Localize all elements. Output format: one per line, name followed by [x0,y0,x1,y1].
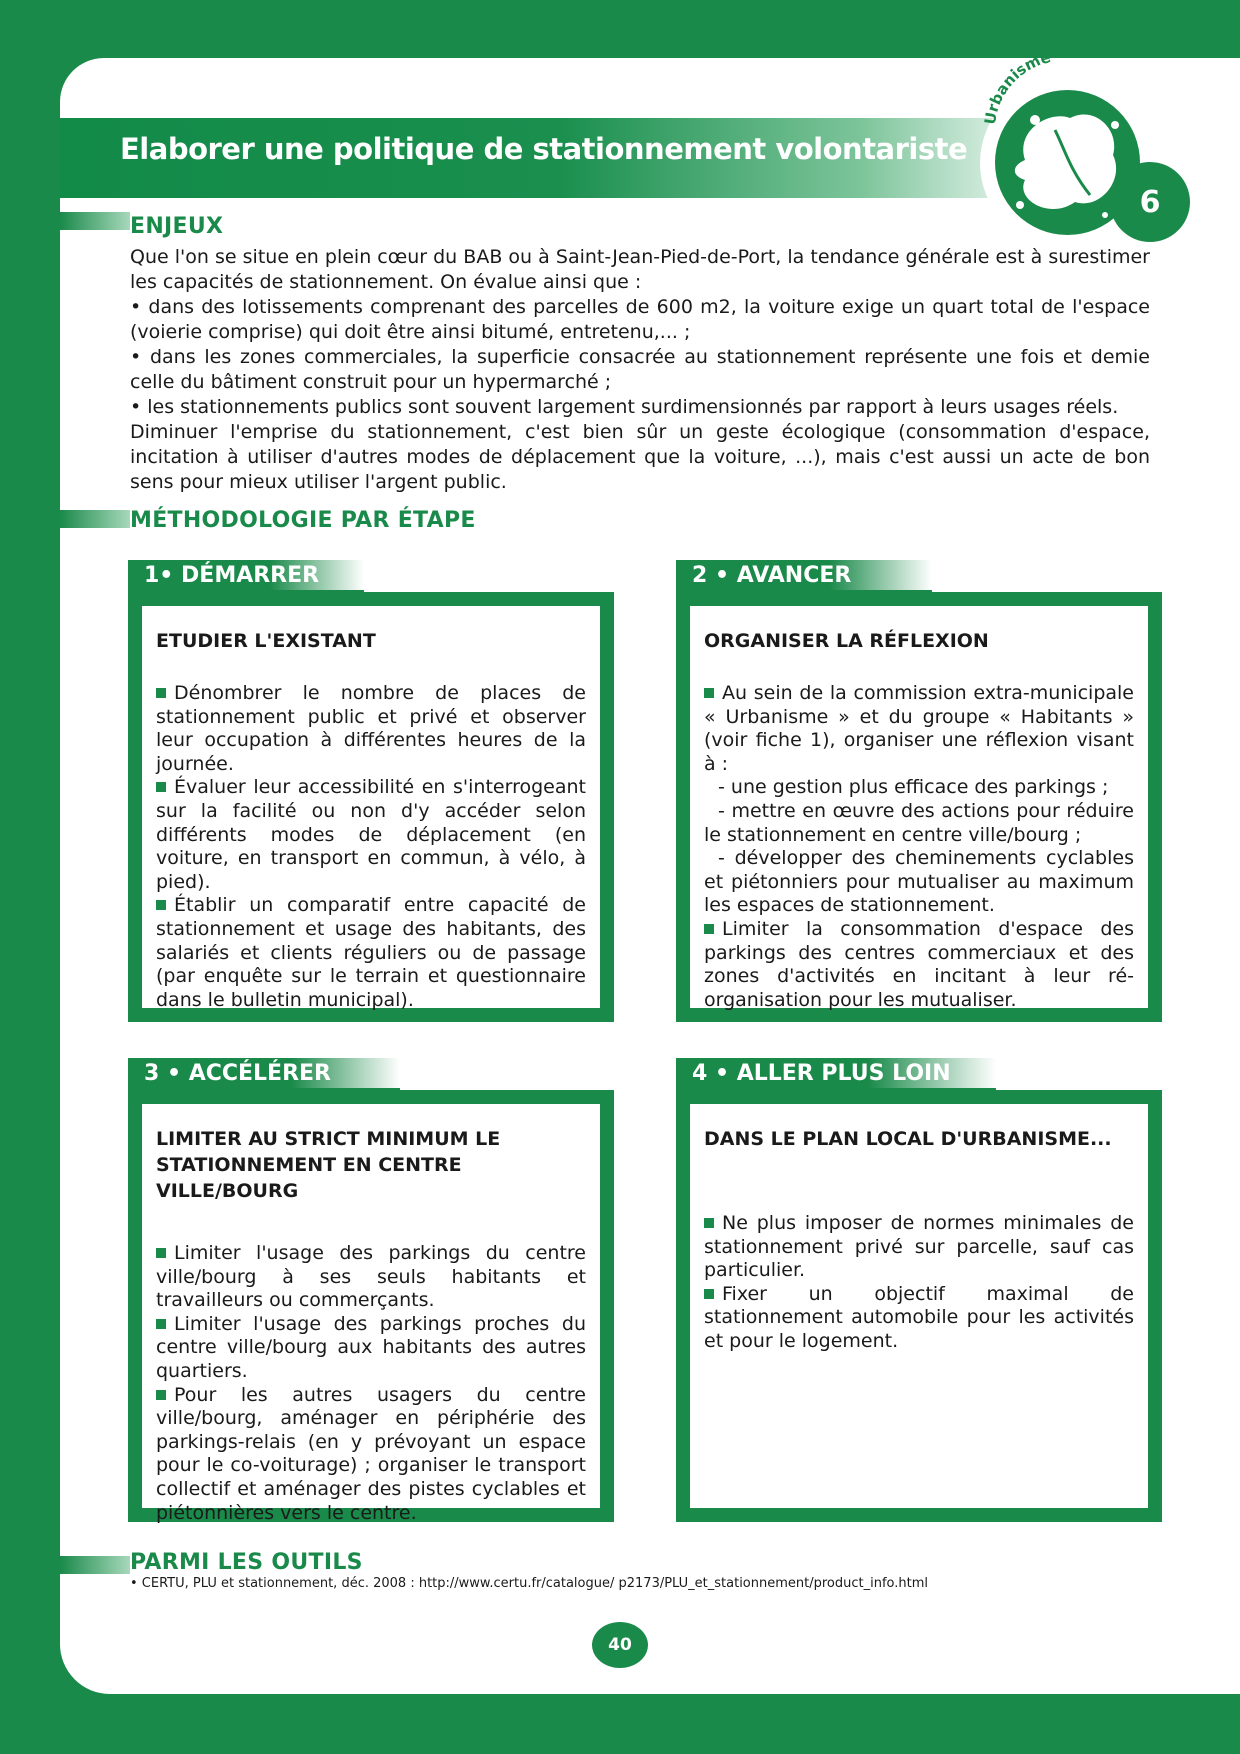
page-title: Elaborer une politique de stationnement volontariste [120,132,968,166]
step-3-subtitle: LIMITER AU STRICT MINIMUM LE STATIONNEMENT EN CENTRE VILLE/BOURG [156,1128,501,1202]
list-item-dash [704,847,1134,918]
dash-item-text: - développer des cheminements cyclables et piétonniers pour mutualiser au maximum les espaces de stationnement. [704,847,1134,917]
list-item [704,682,1134,776]
page-number: 40 [592,1622,648,1668]
step-2-title: 2 • AVANCER [676,560,932,592]
list-item-text: Fixer un objectif maximal de stationnement automobile pour les activités et pour le logement. [704,1282,1134,1352]
list-item [704,918,1134,1012]
badge-label [975,40,1115,130]
bullet-square-icon [156,688,166,698]
list-item-text: Limiter l'usage des parkings du centre ville/bourg à ses seuls habitants et travailleurs ou commerçants. [156,1242,586,1312]
list-item [156,776,586,894]
dash-item-text: - mettre en œuvre des actions pour réduire le stationnement en centre ville/bourg ; [704,799,1134,846]
list-item [156,682,586,776]
enjeux-paragraph: • les stationnements publics sont souvent largement surdimensionnés par rapport à leurs usages réels. [130,396,1119,418]
bullet-square-icon [156,1319,166,1329]
list-item-text: Au sein de la commission extra-municipale « Urbanisme » et du groupe « Habitants » (voir fiche 1), organiser une réflexion visant à : [704,682,1134,775]
list-item [704,1283,1134,1354]
outils-heading: PARMI LES OUTILS [130,1550,363,1575]
section-bar-outils [60,1556,130,1574]
list-item-text: Pour les autres usagers du centre ville/bourg, aménager en périphérie des parkings-relais (en y prévoyant un espace pour le co-voiturage) ; organiser le transport collectif et aménager des pistes cyclables et piétonnières vers le centre. [156,1383,586,1524]
list-item-text: Évaluer leur accessibilité en s'interrogeant sur la facilité ou non d'y accéder selon différents modes de déplacement (en voiture, en transport en commun, à vélo, à pied). [156,776,586,893]
step-1-title: 1• DÉMARRER [128,560,364,592]
step-3-title: 3 • ACCÉLÉRER [128,1058,400,1090]
list-item [156,1384,586,1526]
svg-text:Urbanisme: Urbanisme [980,48,1053,126]
step-1-subtitle: ETUDIER L'EXISTANT [156,630,376,652]
enjeux-paragraph: Diminuer l'emprise du stationnement, c'est bien sûr un geste écologique (consommation d'espace, incitation à utiliser d'autres modes de déplacement que la voiture, ...), mais c'est aussi un acte de bon sens pour mieux utiliser l'argent public. [130,421,1150,493]
step-2-box [676,592,1162,1022]
enjeux-paragraph: • dans des lotissements comprenant des parcelles de 600 m2, la voiture exige un quart total de l'espace (voierie comprise) qui doit être ainsi bitumé, entretenu,... ; [130,296,1150,343]
bullet-square-icon [156,782,166,792]
step-4-title: 4 • ALLER PLUS LOIN [676,1058,996,1090]
list-item-text: Limiter la consommation d'espace des parkings des centres commerciaux et des zones d'activités en incitant à leur ré-organisation pour les mutualiser. [704,917,1134,1011]
bullet-square-icon [704,1289,714,1299]
bullet-square-icon [704,924,714,934]
bullet-square-icon [704,688,714,698]
enjeux-heading: ENJEUX [130,214,224,239]
list-item [156,894,586,1012]
section-bar-methodologie [60,510,130,528]
step-3-box [128,1090,614,1522]
enjeux-paragraph: Que l'on se situe en plein cœur du BAB ou à Saint-Jean-Pied-de-Port, la tendance générale est à surestimer les capacités de stationnement. On évalue ainsi que : [130,246,1150,293]
list-item-dash [704,776,1134,800]
step-1-box [128,592,614,1022]
list-item [704,1212,1134,1283]
step-4-box [676,1090,1162,1522]
fiche-number: 6 [1110,162,1190,242]
list-item-text: Établir un comparatif entre capacité de stationnement et usage des habitants, des salariés et clients réguliers ou de passage (par enquête sur le terrain et questionnaire dans le bulletin municipal). [156,894,586,1011]
list-item-text: Limiter l'usage des parkings proches du centre ville/bourg aux habitants des autres quartiers. [156,1312,586,1382]
section-bar-enjeux [60,212,130,230]
bullet-square-icon [156,900,166,910]
list-item [156,1242,586,1313]
list-item-dash [704,800,1134,847]
enjeux-paragraph: • dans les zones commerciales, la superficie consacrée au stationnement représente une fois et demie celle du bâtiment construit pour un hypermarché ; [130,346,1150,393]
step-4-subtitle: DANS LE PLAN LOCAL D'URBANISME... [704,1128,1112,1150]
bullet-square-icon [156,1390,166,1400]
bullet-square-icon [704,1218,714,1228]
list-item-text: Ne plus imposer de normes minimales de stationnement privé sur parcelle, sauf cas particulier. [704,1212,1134,1282]
bullet-square-icon [156,1248,166,1258]
enjeux-text [130,245,1150,495]
step-2-subtitle: ORGANISER LA RÉFLEXION [704,630,989,652]
list-item-text: Dénombrer le nombre de places de stationnement public et privé et observer leur occupation à différentes heures de la journée. [156,682,586,775]
dash-item-text: - une gestion plus efficace des parkings ; [718,776,1109,799]
outils-item: • CERTU, PLU et stationnement, déc. 2008 : http://www.certu.fr/catalogue/ p2173/PLU_et_stationnement/product_info.html [130,1576,929,1591]
methodologie-heading: MÉTHODOLOGIE PAR ÉTAPE [130,508,476,533]
list-item [156,1313,586,1384]
